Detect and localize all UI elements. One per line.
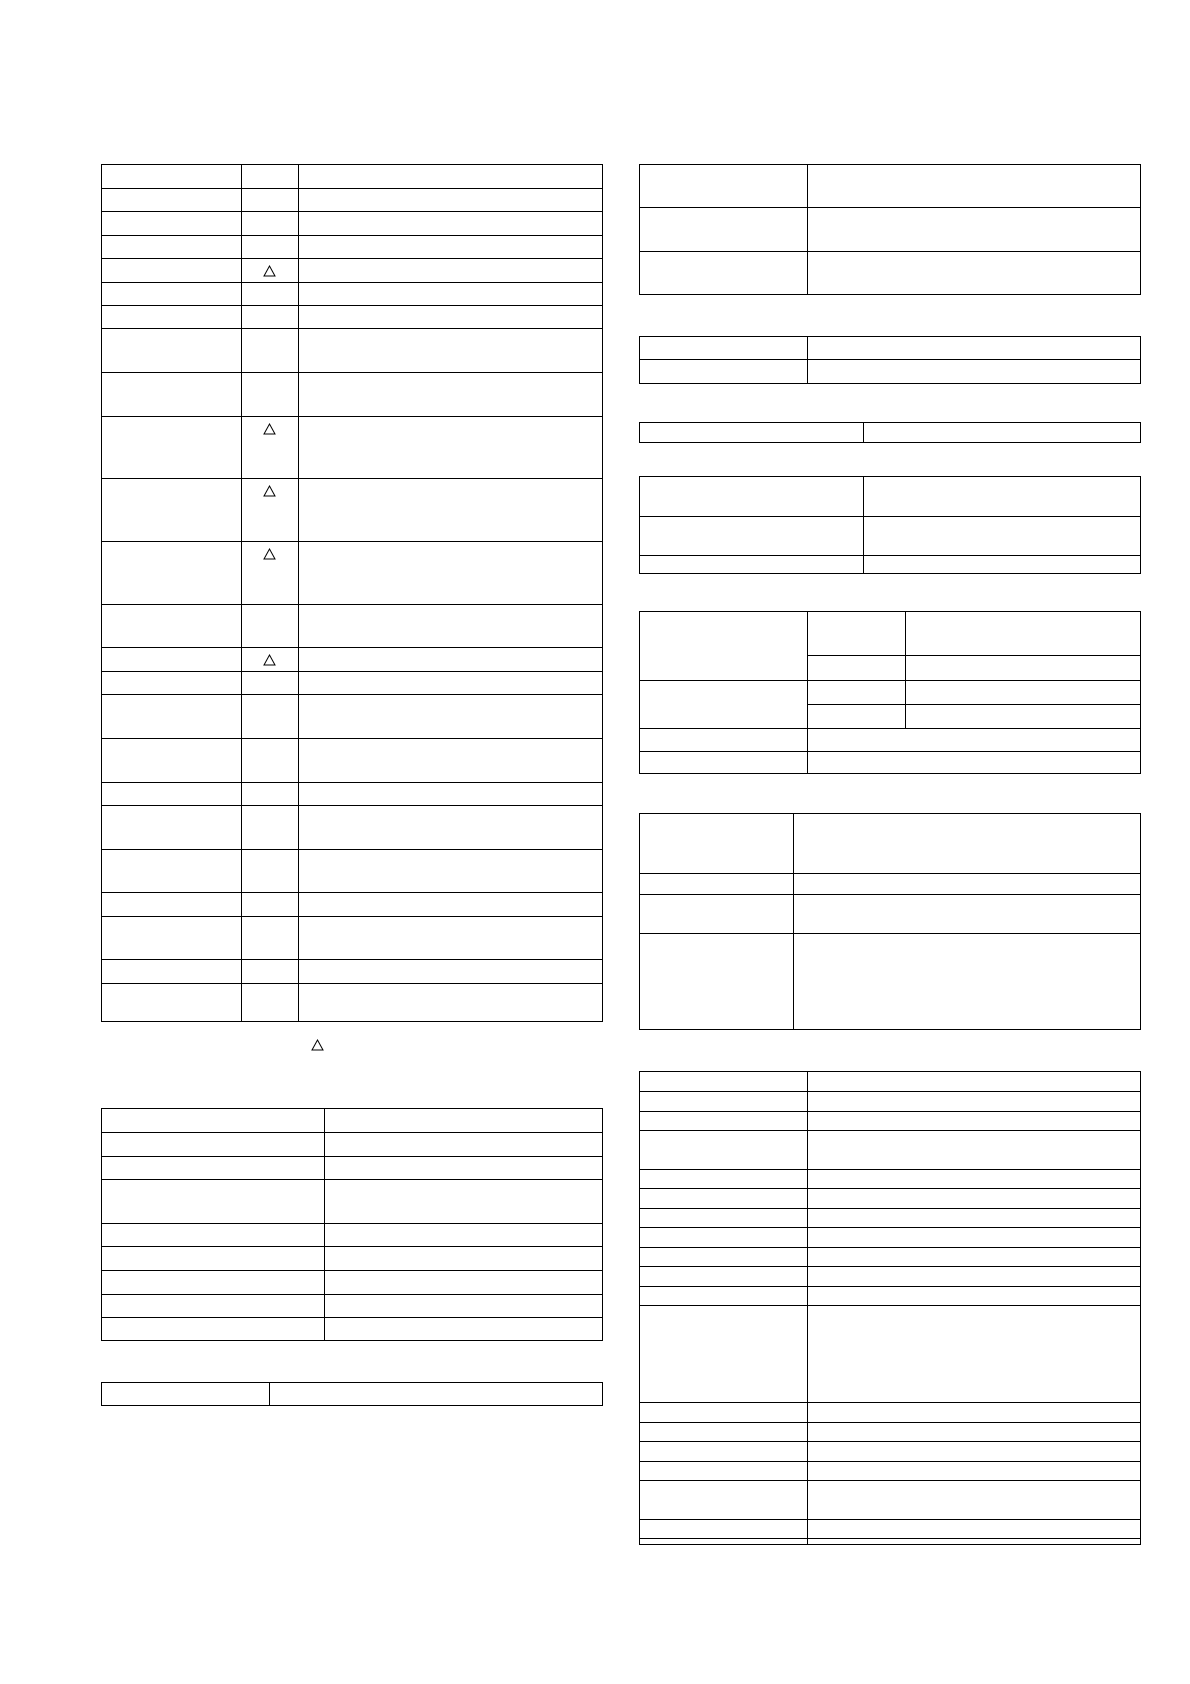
specs-table-1 (101, 164, 603, 1022)
specs-table-4 (639, 164, 1141, 295)
specs-table-5 (639, 336, 1141, 384)
warning-triangle-icon (263, 485, 276, 497)
warning-triangle-icon (263, 423, 276, 435)
specs-table-10 (639, 1071, 1141, 1545)
specs-table-3 (101, 1382, 603, 1406)
warning-triangle-icon (263, 654, 276, 666)
specs-table-2 (101, 1108, 603, 1341)
warning-triangle-icon (263, 548, 276, 560)
specs-table-6 (639, 422, 1141, 443)
warning-triangle-icon (263, 265, 276, 277)
specs-table-9 (639, 813, 1141, 1030)
specs-table-8 (639, 611, 1141, 774)
specs-table-7 (639, 476, 1141, 574)
warning-triangle-icon (311, 1039, 324, 1051)
